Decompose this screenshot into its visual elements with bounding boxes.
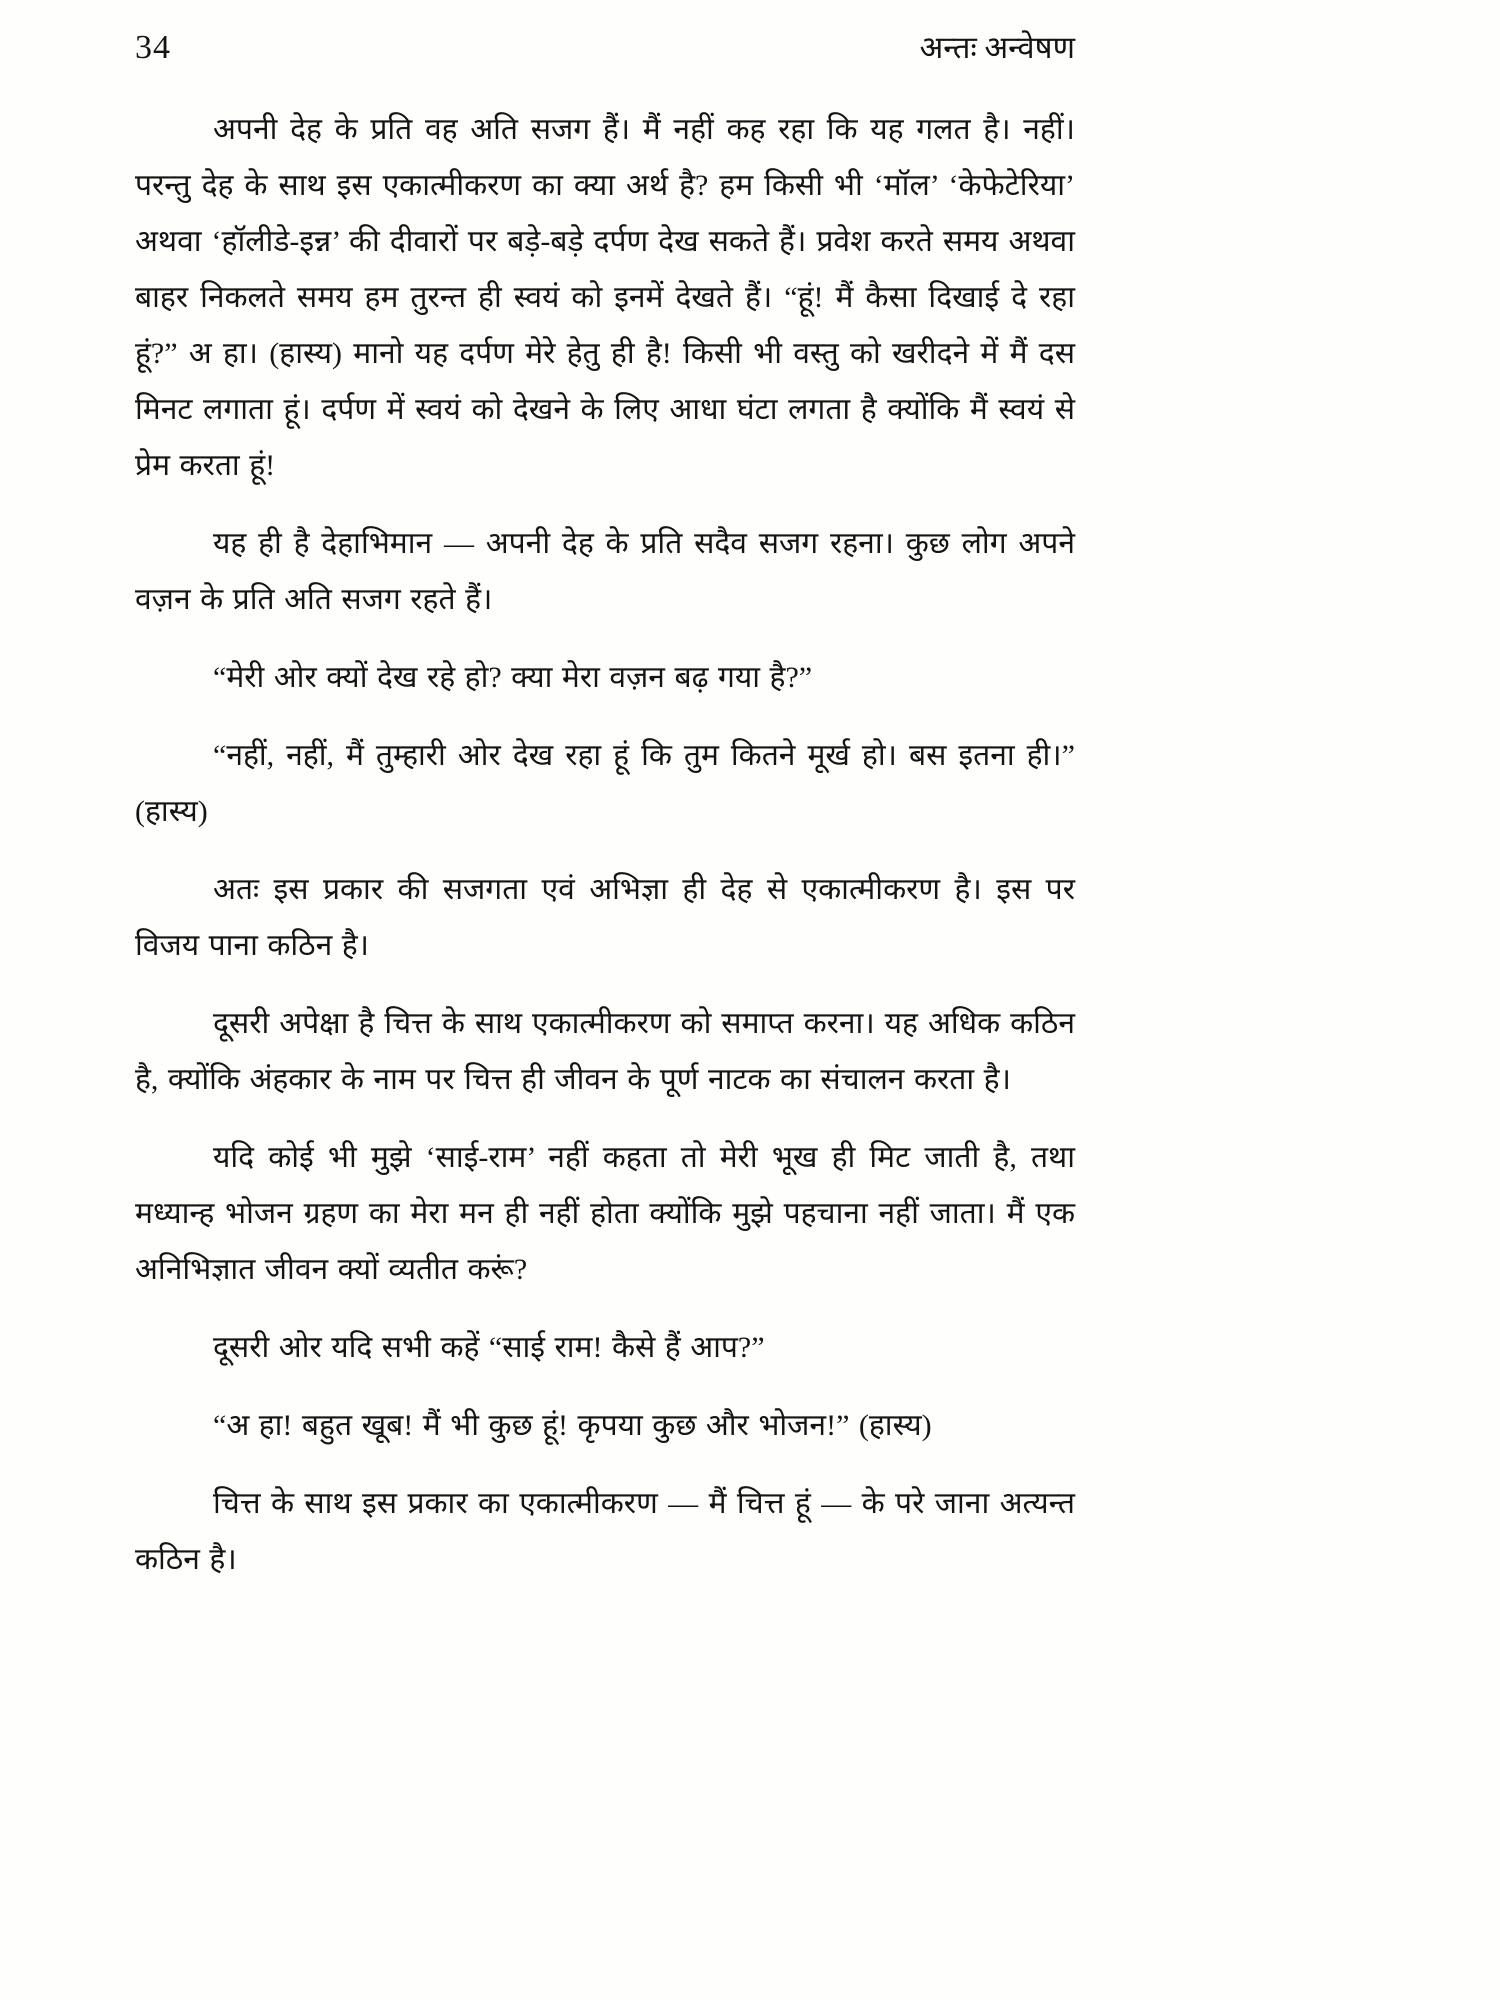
paragraph: “मेरी ओर क्यों देख रहे हो? क्या मेरा वज़न बढ़ गया है?”: [213, 661, 813, 694]
page-header: [135, 26, 1075, 68]
paragraph: “नहीं, नहीं, मैं तुम्हारी ओर देख रहा हूं कि तुम कितने मूर्ख हो। बस इतना ही।” (हास्य): [135, 739, 1075, 828]
paragraph: “अ हा! बहुत खूब! मैं भी कुछ हूं! कृपया कुछ और भोजन!” (हास्य): [213, 1409, 932, 1442]
paragraph: चित्त के साथ इस प्रकार का एकात्मीकरण — मैं चित्त हूं — के परे जाना अत्यन्त कठिन है।: [135, 1487, 1075, 1576]
paragraph: यह ही है देहाभिमान — अपनी देह के प्रति सदैव सजग रहना। कुछ लोग अपने वज़न के प्रति अति सजग रहते हैं।: [135, 527, 1075, 616]
paragraph: दूसरी ओर यदि सभी कहें “साई राम! कैसे हैं आप?”: [213, 1331, 765, 1364]
page-number: 34: [135, 29, 171, 66]
paragraph: अतः इस प्रकार की सजगता एवं अभिज्ञा ही देह से एकात्मीकरण है। इस पर विजय पाना कठिन है।: [135, 873, 1075, 962]
running-header-title: अन्तः अन्वेषण: [919, 30, 1075, 65]
paragraph: दूसरी अपेक्षा है चित्त के साथ एकात्मीकरण को समाप्त करना। यह अधिक कठिन है, क्योंकि अंहकार के नाम पर चित्त ही जीवन के पूर्ण नाटक का संचालन करता है।: [135, 1007, 1075, 1096]
content-column: [135, 26, 1075, 1610]
paragraph: अपनी देह के प्रति वह अति सजग हैं। मैं नहीं कह रहा कि यह गलत है। नहीं। परन्तु देह के साथ इस एकात्मीकरण का क्या अर्थ है? हम किसी भी ‘मॉल’ ‘केफेटेरिया’ अथवा ‘हॉलीडे-इन्न’ की दीवारों पर बड़े-बड़े दर्पण देख सकते हैं। प्रवेश करते समय अथवा बाहर निकलते समय हम तुरन्त ही स्वयं को इनमें देखते हैं। “हूं! मैं कैसा दिखाई दे रहा हूं?” अ हा। (हास्य) मानो यह दर्पण मेरे हेतु ही है! किसी भी वस्तु को खरीदने में मैं दस मिनट लगाता हूं। दर्पण में स्वयं को देखने के लिए आधा घंटा लगता है क्योंकि मैं स्वयं से प्रेम करता हूं!: [135, 113, 1075, 482]
paragraph: यदि कोई भी मुझे ‘साई-राम’ नहीं कहता तो मेरी भूख ही मिट जाती है, तथा मध्यान्ह भोजन ग्रहण का मेरा मन ही नहीं होता क्योंकि मुझे पहचाना नहीं जाता। मैं एक अनिभिज्ञात जीवन क्यों व्यतीत करूं?: [135, 1141, 1075, 1286]
page-body: [135, 102, 1075, 1588]
